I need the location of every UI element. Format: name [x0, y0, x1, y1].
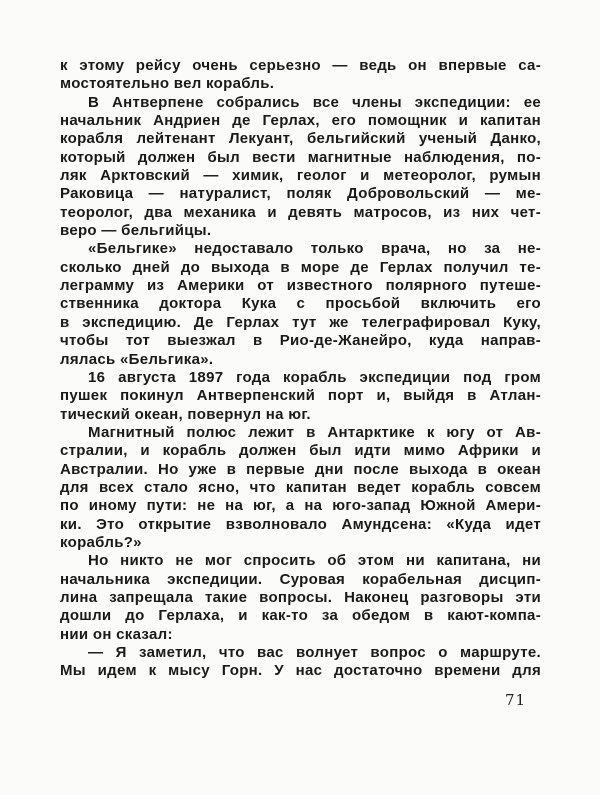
- text-line: нии он сказал:: [60, 625, 173, 643]
- text-line: к этому рейсу очень серьезно — ведь он впервые са-: [60, 57, 541, 74]
- text-line: дошли до Герлаха, и как-то за обедом в кают-компа-: [60, 607, 541, 625]
- text-line: ки. Это открытие взволновало Амундсена: «Куда идет: [60, 515, 541, 533]
- text-line: леграмму из Америки от известного полярного путеше-: [60, 277, 541, 295]
- text-line: «Бельгике» недоставало только врача, но за не-: [88, 240, 541, 258]
- text-line: начальника экспедиции. Суровая корабельная дисцип-: [60, 570, 541, 588]
- text-line: лина запрещала такие вопросы. Наконец разговоры эти: [60, 588, 541, 606]
- text-line: веро — бельгийцы.: [60, 222, 212, 240]
- text-block: [60, 57, 541, 681]
- text-line: пушек покинул Антверпенский порт и, выйдя в Атлан-: [60, 387, 541, 405]
- text-line: В Антверпене собрались все члены экспедиции: ее: [88, 93, 541, 111]
- text-line: лялась «Бельгика».: [60, 350, 214, 368]
- text-line: теоролог, два механика и девять матросов, из них чет-: [60, 203, 541, 221]
- text-line: корабль?»: [60, 533, 142, 551]
- paragraph: [60, 424, 541, 552]
- text-line: Раковица — натуралист, поляк Добровольский — ме-: [60, 185, 541, 203]
- text-line: ственника доктора Кука с просьбой включить его: [60, 295, 541, 313]
- paragraph: [60, 552, 541, 644]
- text-line: ляк Арктовский — химик, геолог и метеоролог, румын: [60, 167, 541, 185]
- text-line: Мы идем к мысу Горн. У нас достаточно времени для: [60, 662, 541, 680]
- text-line: мостоятельно вел корабль.: [60, 75, 275, 93]
- text-line: в экспедицию. Де Герлах тут же телеграфировал Куку,: [60, 313, 541, 331]
- paragraph: [60, 94, 541, 241]
- text-line: по иному пути: не на юг, а на юго-запад Южной Амери-: [60, 497, 541, 515]
- text-line: сколько дней до выхода в море де Герлах получил те-: [60, 258, 541, 276]
- text-line: Австралии. Но уже в первые дни после выхода в океан: [60, 460, 541, 478]
- text-line: — Я заметил, что вас волнует вопрос о маршруте.: [88, 644, 541, 661]
- page-number: 71: [505, 691, 527, 709]
- text-line: для всех стало ясно, что капитан ведет корабль совсем: [60, 478, 541, 496]
- paragraph: [60, 57, 541, 94]
- text-line: Но никто не мог спросить об этом ни капитана, ни: [88, 552, 541, 570]
- text-line: который должен был вести магнитные наблюдения, по-: [60, 148, 541, 166]
- paragraph: [60, 369, 541, 424]
- text-line: Магнитный полюс лежит в Антарктике к югу от Ав-: [88, 423, 541, 441]
- text-line: корабля лейтенант Лекуант, бельгийский ученый Данко,: [60, 130, 541, 148]
- paragraph: [60, 644, 541, 681]
- paragraph: [60, 240, 541, 368]
- text-line: начальник Андриен де Герлах, его помощник и капитан: [60, 112, 541, 130]
- text-line: тический океан, повернул на юг.: [60, 405, 311, 423]
- text-line: чтобы тот выезжал в Рио-де-Жанейро, куда направ-: [60, 332, 541, 350]
- text-line: 16 августа 1897 года корабль экспедиции под гром: [88, 368, 541, 386]
- text-line: стралии, и корабль должен был идти мимо Африки и: [60, 442, 541, 460]
